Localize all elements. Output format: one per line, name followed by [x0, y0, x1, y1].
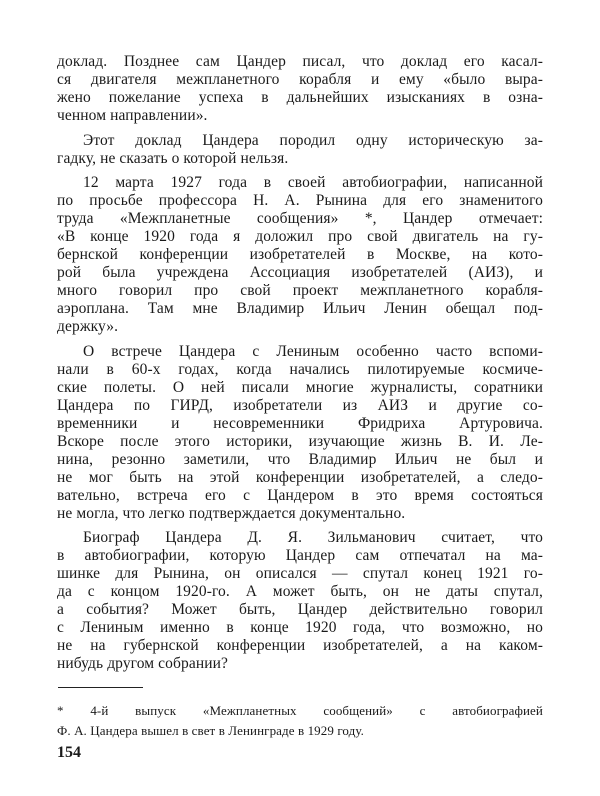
paragraph	[57, 529, 543, 673]
text-line: не мог быть на этой конференции изобретателей, а следо-	[57, 468, 543, 486]
text-line: рой была учреждена Ассоциация изобретателей (АИЗ), и	[57, 264, 543, 281]
text-line: О встрече Цандера с Лениным особенно часто вспоми-	[83, 342, 543, 360]
text-line: держку».	[57, 318, 119, 335]
text-line: нина, резонно заметили, что Владимир Ильич не был и	[57, 450, 543, 468]
text-line: временники и несовременники Фридриха Артуровича.	[57, 414, 543, 432]
text-line: гадку, не сказать о которой нельзя.	[57, 149, 289, 167]
text-line: не могла, что легко подтверждается документально.	[57, 504, 406, 522]
footnote	[57, 701, 543, 741]
text-line: по просьбе профессора Н. А. Рынина для его знаменитого	[57, 192, 543, 209]
text-line: Этот доклад Цандера породил одну историческую за-	[83, 131, 543, 149]
text-line: в автобиографии, которую Цандер сам отпечатал на ма-	[57, 547, 543, 564]
text-line: аэроплана. Там мне Владимир Ильич Ленин обещал под-	[57, 300, 543, 317]
text-line: вательно, встреча его с Цандером в это время состояться	[57, 486, 543, 504]
text-line: Цандера по ГИРД, изобретатели из АИЗ и другие со-	[57, 396, 543, 414]
paragraph	[57, 343, 543, 523]
text-line: да с концом 1920-го. А может быть, он не даты спутал,	[57, 583, 543, 600]
text-line: бернской конференции изобретателей в Москве, на кото-	[57, 246, 543, 263]
paragraph	[57, 174, 543, 336]
text-line: доклад. Позднее сам Цандер писал, что доклад его касал-	[57, 53, 543, 70]
text-line: нибудь другом собрании?	[57, 655, 228, 672]
text-line: ские полеты. О ней писали многие журналисты, соратники	[57, 378, 543, 396]
text-line: нали в 60-х годах, когда начались пилотируемые космиче-	[57, 360, 543, 378]
paragraph	[57, 53, 543, 125]
text-line: ся двигателя межпланетного корабля и ему «было выра-	[57, 71, 543, 88]
text-line: много говорил про свой проект межпланетного корабля-	[57, 282, 543, 299]
text-line: 12 марта 1927 года в своей автобиографии, написанной	[83, 174, 543, 191]
paragraph	[57, 132, 543, 168]
text-line: не на губернской конференции изобретателей, а на каком-	[57, 637, 543, 654]
text-line: а события? Может быть, Цандер действительно говорил	[57, 601, 543, 618]
text-line: ченном направлении».	[57, 107, 208, 124]
text-line: жено пожелание успеха в дальнейших изысканиях в озна-	[57, 89, 543, 106]
footnote-line: Ф. А. Цандера вышел в свет в Ленинграде в 1929 году.	[57, 723, 365, 738]
body-text	[57, 53, 543, 680]
footnote-divider	[58, 687, 143, 688]
footnote-line: * 4-й выпуск «Межпланетных сообщений» с автобиографией	[57, 703, 543, 718]
text-line: Вскоре после этого историки, изучающие жизнь В. И. Ле-	[57, 432, 543, 450]
text-line: с Лениным именно в конце 1920 года, что возможно, но	[57, 619, 543, 636]
text-line: Биограф Цандера Д. Я. Зильманович считает, что	[83, 529, 543, 546]
page-number: 154	[57, 744, 81, 761]
text-line: «В конце 1920 года я доложил про свой двигатель на гу-	[57, 228, 543, 245]
text-line: шинке для Рынина, он описался — спутал конец 1921 го-	[57, 565, 543, 582]
text-line: труда «Межпланетные сообщения» *, Цандер отмечает:	[57, 210, 543, 227]
